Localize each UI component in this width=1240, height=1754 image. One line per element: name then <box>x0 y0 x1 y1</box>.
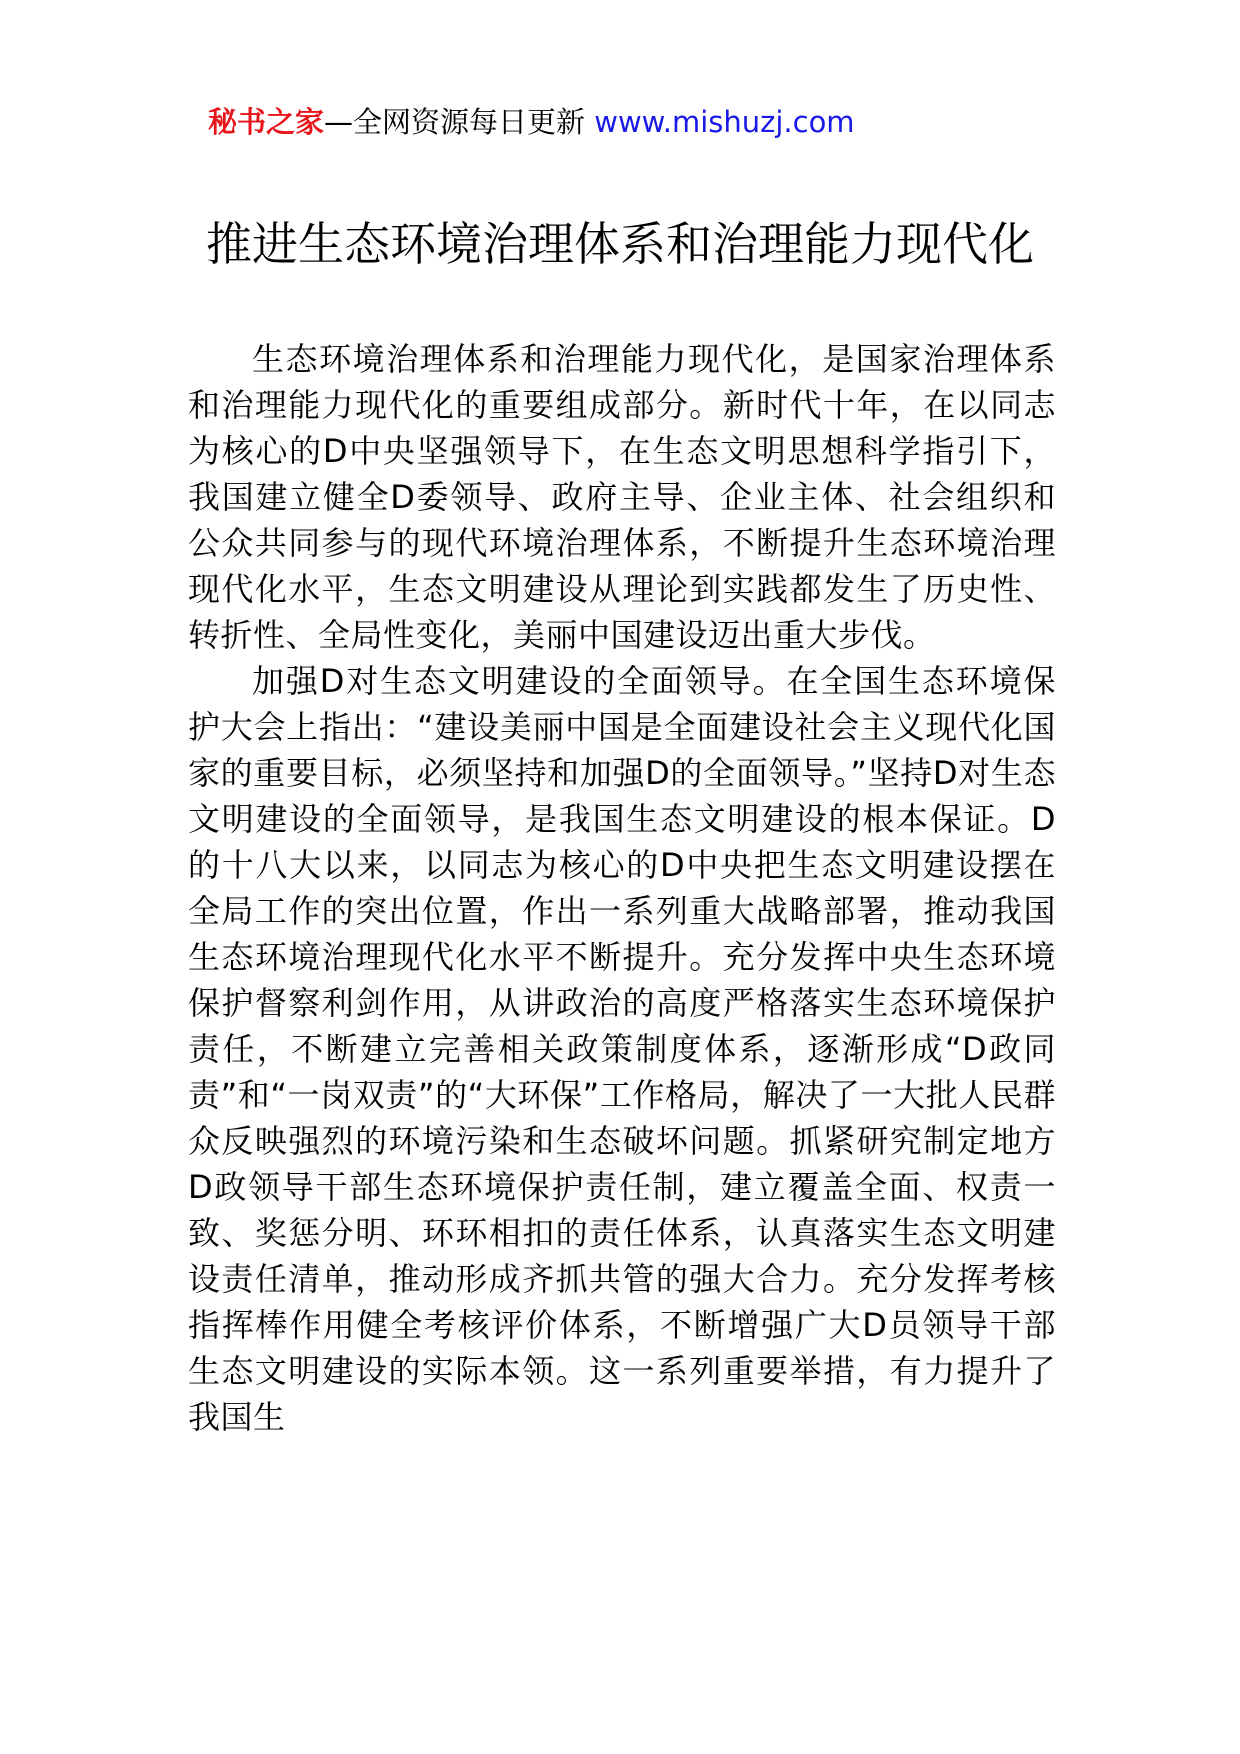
header-tagline: —全网资源每日更新 <box>324 105 595 139</box>
site-url-link[interactable]: www.mishuzj.com <box>594 105 855 139</box>
brand-name: 秘书之家 <box>208 105 325 139</box>
document-body <box>188 336 1056 1440</box>
document-title: 推进生态环境治理体系和治理能力现代化 <box>206 217 1034 271</box>
site-header <box>208 102 855 142</box>
paragraph-intro: 生态环境治理体系和治理能力现代化，是国家治理体系和治理能力现代化的重要组成部分。新时代十年，在以同志为核心的D中央坚强领导下，在生态文明思想科学指引下，我国建立健全D委领导、政府主导、企业主体、社会组织和公众共同参与的现代环境治理体系，不断提升生态环境治理现代化水平，生态文明建设从理论到实践都发生了历史性、转折性、全局性变化，美丽中国建设迈出重大步伐。 <box>188 340 1056 654</box>
paragraph-party-leadership: 加强D对生态文明建设的全面领导。在全国生态环境保护大会上指出：“建设美丽中国是全面建设社会主义现代化国家的重要目标，必须坚持和加强D的全面领导。”坚持D对生态文明建设的全面领导，是我国生态文明建设的根本保证。D的十八大以来，以同志为核心的D中央把生态文明建设摆在全局工作的突出位置，作出一系列重大战略部署，推动我国生态环境治理现代化水平不断提升。充分发挥中央生态环境保护督察利剑作用，从讲政治的高度严格落实生态环境保护责任，不断建立完善相关政策制度体系，逐渐形成“D政同责”和“一岗双责”的“大环保”工作格局，解决了一大批人民群众反映强烈的环境污染和生态破坏问题。抓紧研究制定地方D政领导干部生态环境保护责任制，建立覆盖全面、权责一致、奖惩分明、环环相扣的责任体系，认真落实生态文明建设责任清单，推动形成齐抓共管的强大合力。充分发挥考核指挥棒作用健全考核评价体系，不断增强广大D员领导干部生态文明建设的实际本领。这一系列重要举措，有力提升了我国生 <box>188 662 1056 1436</box>
